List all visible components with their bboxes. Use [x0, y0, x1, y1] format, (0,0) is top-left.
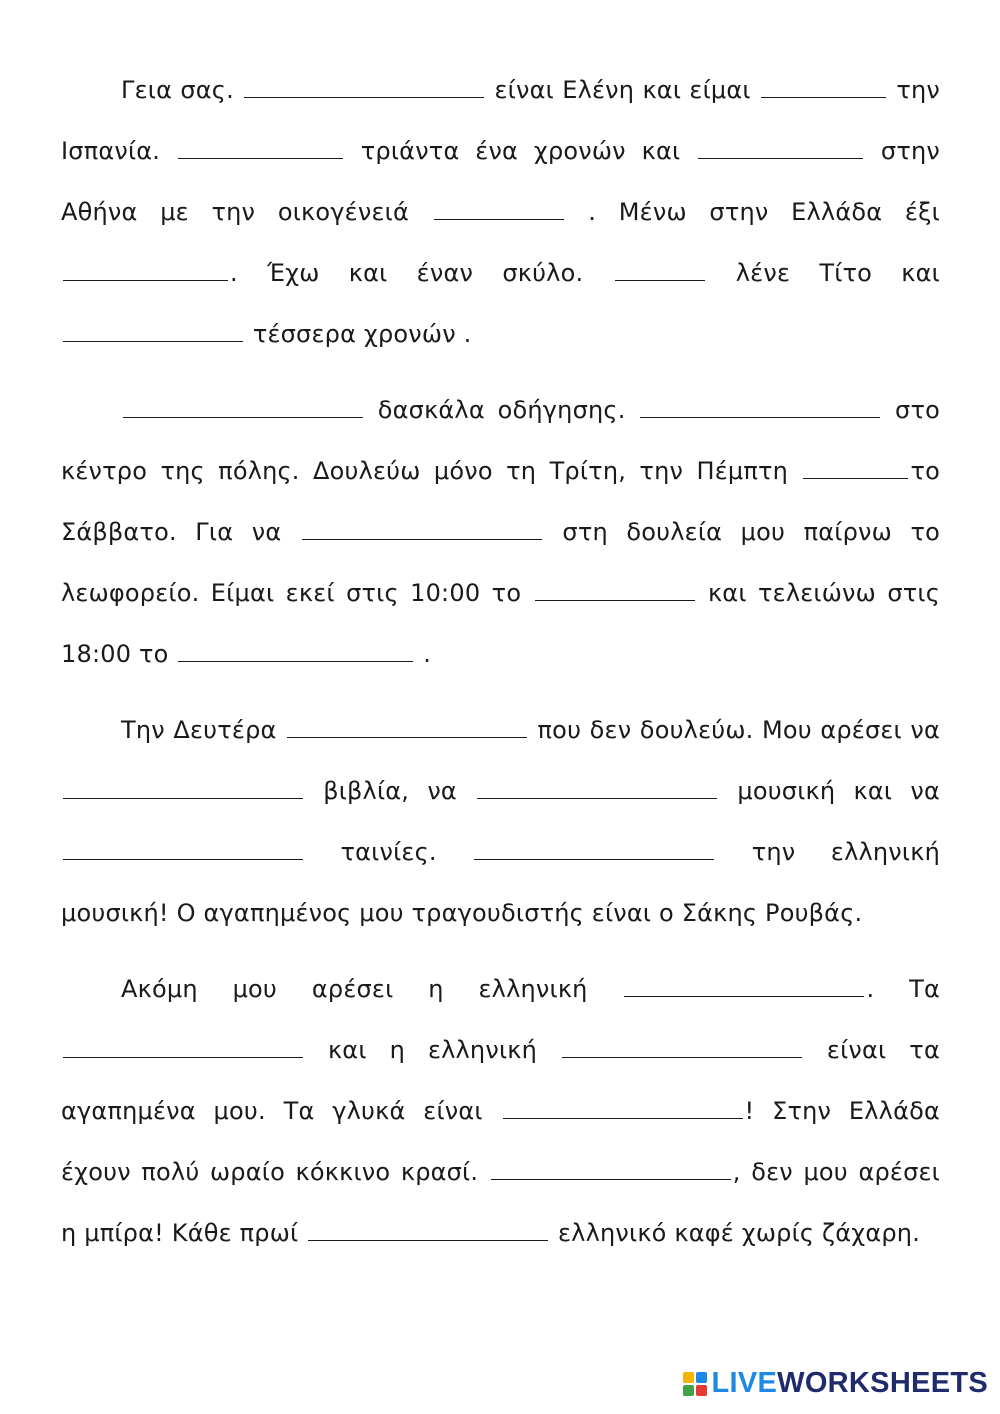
logo-square-3 — [683, 1385, 694, 1396]
fill-in-blank[interactable] — [803, 477, 908, 479]
text-segment: που δεν δουλεύω. Μου αρέσει να — [529, 716, 940, 744]
text-segment: ελληνικό καφέ χωρίς ζάχαρη. — [550, 1219, 921, 1247]
text-segment: τέσσερα χρονών . — [245, 320, 472, 348]
fill-in-blank[interactable] — [178, 157, 343, 159]
fill-in-blank[interactable] — [63, 340, 243, 342]
text-segment: την Ισπανία. — [61, 76, 940, 165]
fill-in-blank[interactable] — [640, 416, 880, 418]
text-segment: Γεια σας. — [121, 76, 243, 104]
text-segment: και τελειώνω στις 18:00 το — [61, 579, 940, 668]
text-segment: είναι τα αγαπημένα μου. Τα γλυκά είναι — [61, 1036, 940, 1125]
text-segment: . Τα — [866, 975, 940, 1003]
fill-in-blank[interactable] — [287, 736, 527, 738]
paragraph — [61, 700, 940, 944]
liveworksheets-logo[interactable] — [683, 1367, 988, 1400]
fill-in-blank[interactable] — [123, 416, 363, 418]
paragraph — [61, 380, 940, 685]
fill-in-blank[interactable] — [434, 218, 564, 220]
fill-in-blank[interactable] — [178, 660, 413, 662]
text-segment: την ελληνική μουσική! Ο αγαπημένος μου τραγουδιστής είναι ο Σάκης Ρουβάς. — [61, 838, 940, 927]
fill-in-blank[interactable] — [535, 599, 695, 601]
text-segment: δασκάλα οδήγησης. — [365, 396, 639, 424]
fill-in-blank[interactable] — [624, 995, 864, 997]
worksheet-body — [61, 60, 940, 1279]
fill-in-blank[interactable] — [63, 858, 303, 860]
fill-in-blank[interactable] — [63, 279, 228, 281]
fill-in-blank[interactable] — [491, 1178, 731, 1180]
fill-in-blank[interactable] — [503, 1117, 743, 1119]
text-segment: Ακόμη μου αρέσει η ελληνική — [121, 975, 623, 1003]
text-segment: βιβλία, να — [305, 777, 476, 805]
paragraph — [61, 60, 940, 365]
logo-text-suffix: WORKSHEETS — [777, 1367, 988, 1399]
text-segment: στην Αθήνα με την οικογένειά — [61, 137, 940, 226]
fill-in-blank[interactable] — [474, 858, 714, 860]
logo-text-prefix: LIVE — [711, 1367, 778, 1399]
text-segment: , δεν μου αρέσει η μπίρα! Κάθε πρωί — [61, 1158, 941, 1247]
text-segment: στη δουλεία μου παίρνω το λεωφορείο. Είμαι εκεί στις 10:00 το — [61, 518, 940, 607]
text-segment: μουσική και να — [719, 777, 940, 805]
logo-square-2 — [696, 1372, 707, 1383]
fill-in-blank[interactable] — [562, 1056, 802, 1058]
logo-square-1 — [683, 1372, 694, 1383]
text-segment: τριάντα ένα χρονών και — [344, 137, 697, 165]
fill-in-blank[interactable] — [761, 96, 886, 98]
fill-in-blank[interactable] — [244, 96, 484, 98]
fill-in-blank[interactable] — [308, 1239, 548, 1241]
fill-in-blank[interactable] — [477, 797, 717, 799]
text-segment: ! Στην Ελλάδα έχουν πολύ ωραίο κόκκινο κρασί. — [61, 1097, 940, 1186]
logo-text — [711, 1367, 988, 1400]
text-segment: . Μένω στην Ελλάδα έξι — [565, 198, 940, 226]
text-segment: . — [415, 640, 432, 668]
fill-in-blank[interactable] — [302, 538, 542, 540]
fill-in-blank[interactable] — [63, 797, 303, 799]
text-segment: λένε Τίτο και — [706, 259, 940, 287]
text-segment: είναι Ελένη και είμαι — [486, 76, 760, 104]
fill-in-blank[interactable] — [63, 1056, 303, 1058]
text-segment: το Σάββατο. Για να — [61, 457, 940, 546]
fill-in-blank[interactable] — [615, 279, 705, 281]
text-segment: στο κέντρο της πόλης. Δουλεύω μόνο τη Τρίτη, την Πέμπτη — [61, 396, 940, 485]
text-segment: και η ελληνική — [305, 1036, 560, 1064]
paragraph — [61, 959, 940, 1264]
text-segment: . Έχω και έναν σκύλο. — [230, 259, 613, 287]
text-segment: Την Δευτέρα — [121, 716, 286, 744]
fill-in-blank[interactable] — [698, 157, 863, 159]
logo-square-4 — [696, 1385, 707, 1396]
liveworksheets-logo-icon — [683, 1372, 707, 1396]
text-segment: ταινίες. — [305, 838, 473, 866]
